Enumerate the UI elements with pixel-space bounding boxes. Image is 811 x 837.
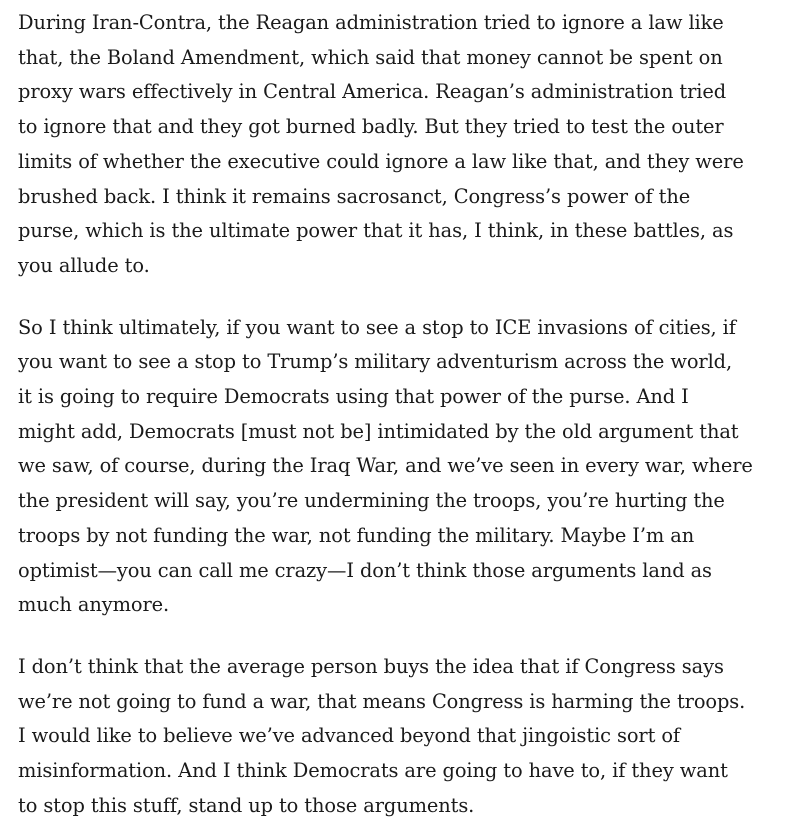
text-line: might add, Democrats [must not be] intimidated by the old argument that (18, 419, 739, 443)
paragraph-2 (18, 311, 799, 623)
text-line: brushed back. I think it remains sacrosanct, Congress’s power of the (18, 184, 691, 208)
text-line: you want to see a stop to Trump’s military adventurism across the world, (18, 350, 733, 374)
text-line: that, the Boland Amendment, which said that money cannot be spent on (18, 45, 723, 69)
text-line: proxy wars effectively in Central America. Reagan’s administration tried (18, 80, 727, 104)
text-line: to stop this stuff, stand up to those arguments. (18, 793, 475, 817)
text-line: you allude to. (18, 253, 150, 277)
text-line: During Iran-Contra, the Reagan administration tried to ignore a law like (18, 11, 724, 34)
text-line: misinformation. And I think Democrats are going to have to, if they want (18, 759, 728, 783)
text-line: I don’t think that the average person buys the idea that if Congress says (18, 654, 724, 678)
text-line: I would like to believe we’ve advanced beyond that jingoistic sort of (18, 724, 681, 748)
paragraph-1 (18, 6, 799, 284)
text-line: troops by not funding the war, not funding the military. Maybe I’m an (18, 523, 695, 547)
text-line: purse, which is the ultimate power that it has, I think, in these battles, as (18, 219, 734, 243)
text-line: optimist—you can call me crazy—I don’t think those arguments land as (18, 558, 712, 582)
paragraph-3 (18, 650, 799, 824)
text-line: limits of whether the executive could ignore a law like that, and they were (18, 149, 744, 173)
text-line: we’re not going to fund a war, that means Congress is harming the troops. (18, 689, 746, 713)
text-line: we saw, of course, during the Iraq War, and we’ve seen in every war, where (18, 454, 753, 478)
text-line: to ignore that and they got burned badly. But they tried to test the outer (18, 115, 724, 139)
text-line: So I think ultimately, if you want to see a stop to ICE invasions of cities, if (18, 315, 736, 339)
text-line: the president will say, you’re undermining the troops, you’re hurting the (18, 489, 725, 513)
text-line: it is going to require Democrats using that power of the purse. And I (18, 385, 689, 409)
text-line: much anymore. (18, 593, 170, 617)
